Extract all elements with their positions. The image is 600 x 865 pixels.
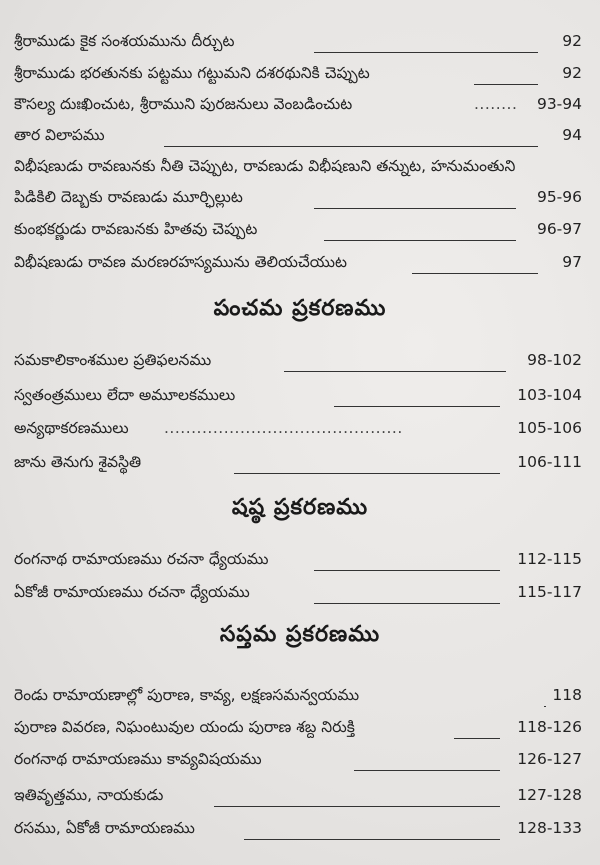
entry-page: 118-126 [517, 718, 582, 736]
leader-line [314, 52, 538, 53]
toc-entry [14, 712, 586, 742]
entry-title: రంగనాథ రామాయణము కావ్యవిషయము [14, 750, 262, 768]
entry-page: 96-97 [536, 220, 582, 238]
leader-line [284, 371, 506, 372]
section-heading: పంచమ ప్రకరణము [213, 296, 387, 321]
leader-line [314, 570, 500, 571]
entry-page: 105-106 [517, 419, 582, 437]
leader-line [314, 208, 516, 209]
entry-title: కుంభకర్ణుడు రావణునకు హితవు చెప్పుట [14, 220, 258, 238]
entry-page: 95-96 [536, 188, 582, 206]
entry-page: 98-102 [527, 351, 582, 369]
leader-line [412, 273, 538, 274]
toc-entry [14, 380, 586, 410]
leader-line [474, 84, 538, 85]
leader-line [314, 603, 500, 604]
toc-entry [14, 413, 586, 443]
toc-entry [14, 780, 586, 810]
entry-page: 97 [562, 253, 582, 271]
entry-title: రెండు రామాయణాల్లో పురాణ, కావ్య, లక్షణసమన్వయము [14, 686, 360, 704]
entry-page: 127-128 [517, 786, 582, 804]
toc-entry [14, 58, 586, 88]
entry-title: రసము, ఏకోజీ రామాయణము [14, 819, 195, 837]
toc-entry [14, 345, 586, 375]
toc-entry [14, 89, 586, 119]
leader-line [164, 146, 538, 147]
toc-entry [14, 247, 586, 277]
entry-page: 93-94 [536, 95, 582, 113]
section-heading: సప్తమ ప్రకరణము [219, 622, 381, 647]
section-heading: షష్ఠ ప్రకరణము [231, 495, 369, 520]
toc-entry [14, 26, 586, 56]
entry-title: శ్రీరాముడు కైక సంశయమును దీర్చుట [14, 32, 235, 50]
toc-entry [14, 544, 586, 574]
toc-entry [14, 447, 586, 477]
entry-title: శ్రీరాముడు భరతునకు పట్టము గట్టుమని దశరథునికి చెప్పుట [14, 64, 370, 82]
entry-title: ఇతివృత్తము, నాయకుడు [14, 786, 164, 804]
leader-line [544, 706, 546, 707]
entry-title: తార విలాపము [14, 126, 105, 144]
toc-entry [14, 182, 586, 212]
leader-line [454, 738, 500, 739]
entry-title: సమకాలికాంశముల ప్రతిఫలనము [14, 351, 212, 369]
entry-title: రంగనాథ రామాయణము రచనా ధ్యేయము [14, 550, 269, 568]
entry-title: అన్యథాకరణములు [14, 419, 129, 437]
leader-line [234, 473, 500, 474]
toc-entry [14, 577, 586, 607]
entry-title: కౌసల్య దుఃఖించుట, శ్రీరాముని పురజనులు వెంబడించుట [14, 95, 353, 113]
toc-entry [14, 151, 586, 181]
toc-entry [14, 214, 586, 244]
entry-title: పురాణ వివరణ, నిఘంటువుల యందు పురాణ శబ్ద నిరుక్తి [14, 718, 355, 736]
leader-line [214, 806, 500, 807]
entry-page: 118 [552, 686, 582, 704]
entry-page: 128-133 [517, 819, 582, 837]
toc-entry [14, 744, 586, 774]
entry-page: 92 [562, 32, 582, 50]
toc-entry [14, 120, 586, 150]
leader-line [244, 839, 500, 840]
entry-page: 126-127 [517, 750, 582, 768]
entry-page: 106-111 [517, 453, 582, 471]
entry-title: పిడికిలి దెబ్బకు రావణుడు మూర్ఛిల్లుట [14, 188, 243, 206]
entry-title: విభీషణుడు రావణునకు నీతి చెప్పుట, రావణుడు విభీషణుని తన్నుట, హనుమంతుని [14, 157, 516, 175]
leader-line [354, 770, 500, 771]
entry-page: 112-115 [517, 550, 582, 568]
entry-page: 94 [562, 126, 582, 144]
toc-entry [14, 680, 586, 710]
entry-page: 103-104 [517, 386, 582, 404]
entry-page: 92 [562, 64, 582, 82]
entry-title: స్వతంత్రములు లేదా అమూలకములు [14, 386, 236, 404]
leader-line [334, 406, 500, 407]
leader-line [324, 240, 516, 241]
entry-dots: ............................................ [164, 419, 403, 437]
entry-page: 115-117 [517, 583, 582, 601]
entry-title: విభీషణుడు రావణ మరణరహస్యమును తెలియచేయుట [14, 253, 347, 271]
entry-dots: ........ [474, 95, 518, 113]
entry-title: ఏకోజీ రామాయణము రచనా ధ్యేయము [14, 583, 250, 601]
toc-entry [14, 813, 586, 843]
entry-title: జాను తెనుగు శైవస్థితి [14, 453, 142, 471]
